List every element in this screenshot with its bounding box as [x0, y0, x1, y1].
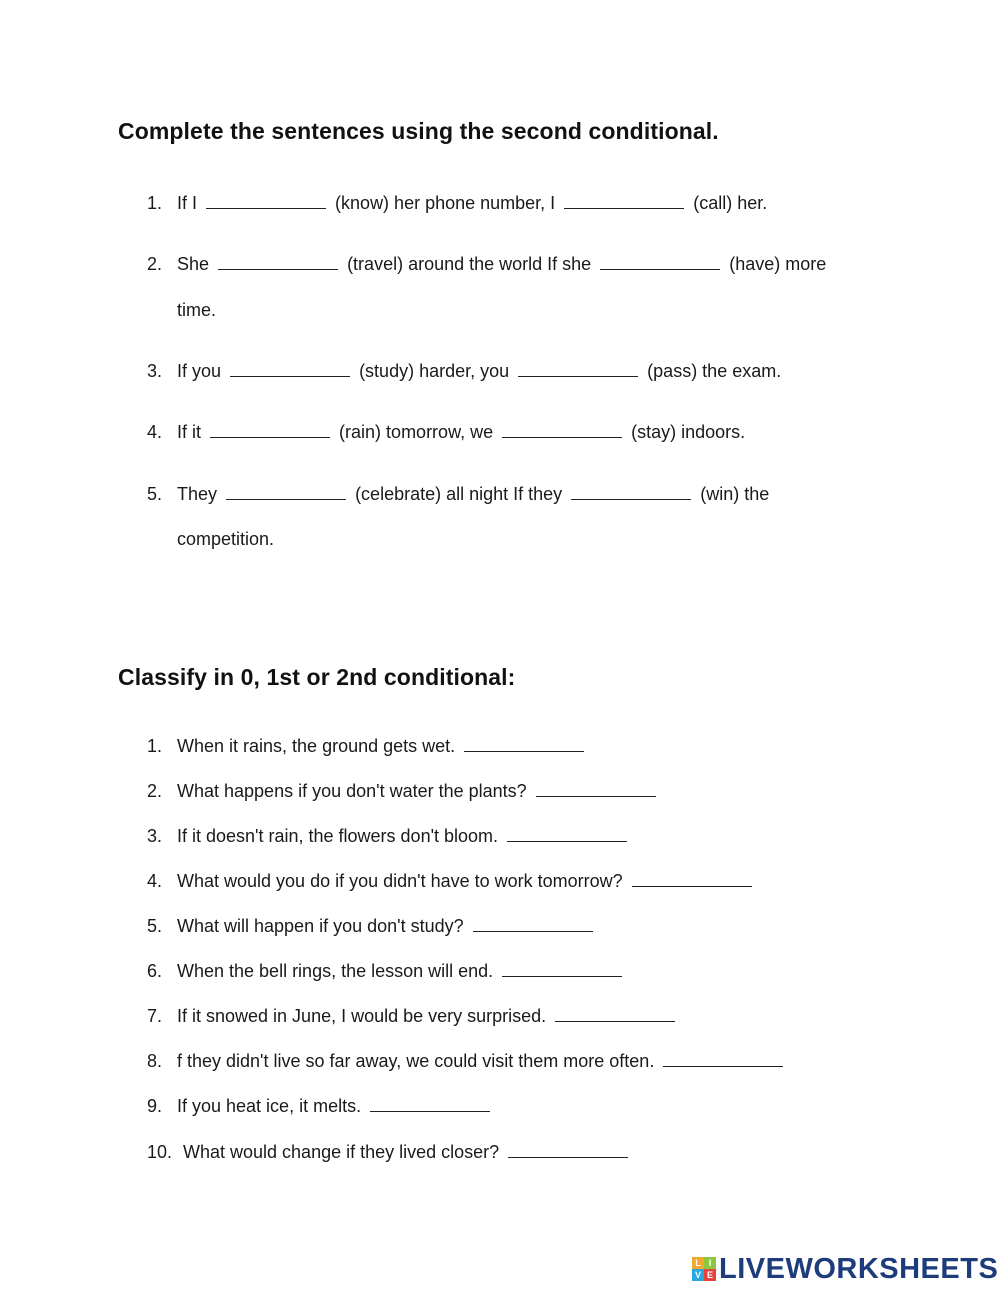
s2-item-8: 8. f they didn't live so far away, we could visit them more often. [147, 1039, 787, 1084]
item-number: 5. [147, 916, 163, 936]
answer-blank[interactable] [210, 423, 330, 438]
s1-item-4: 4. If it (rain) tomorrow, we (stay) indoors. [147, 410, 745, 455]
s2-item-1: 1. When it rains, the ground gets wet. [147, 724, 588, 769]
answer-blank[interactable] [564, 194, 684, 209]
answer-blank[interactable] [226, 485, 346, 500]
s2-item-5: 5. What will happen if you don't study? [147, 904, 597, 949]
s1-item-2-continuation: time. [177, 300, 217, 320]
answer-blank[interactable] [536, 782, 656, 797]
item-number: 1. [147, 193, 163, 213]
answer-blank[interactable] [502, 423, 622, 438]
s1-item-3: 3. If you (study) harder, you (pass) the exam. [147, 349, 781, 394]
item-number: 3. [147, 826, 163, 846]
s1-item-1: 1. If I (know) her phone number, I (call) her. [147, 181, 767, 226]
item-number: 6. [147, 961, 163, 981]
item-number: 4. [147, 422, 163, 442]
item-number: 9. [147, 1096, 163, 1116]
answer-blank[interactable] [507, 827, 627, 842]
section2-heading: Classify in 0, 1st or 2nd conditional: [118, 664, 516, 690]
s1-item-5: 5. They (celebrate) all night If they (win) the [147, 472, 769, 517]
s2-item-3: 3. If it doesn't rain, the flowers don't bloom. [147, 814, 631, 859]
answer-blank[interactable] [464, 737, 584, 752]
answer-blank[interactable] [508, 1143, 628, 1158]
answer-blank[interactable] [571, 485, 691, 500]
s1-item-5-continuation: competition. [177, 529, 275, 549]
s2-item-10: 10. What would change if they lived closer? [147, 1130, 632, 1175]
answer-blank[interactable] [502, 962, 622, 977]
s2-item-7: 7. If it snowed in June, I would be very surprised. [147, 994, 679, 1039]
s2-item-2: 2. What happens if you don't water the plants? [147, 769, 660, 814]
item-number: 3. [147, 361, 163, 381]
item-number: 2. [147, 254, 163, 274]
answer-blank[interactable] [600, 255, 720, 270]
answer-blank[interactable] [632, 872, 752, 887]
s2-item-4: 4. What would you do if you didn't have to work tomorrow? [147, 859, 756, 904]
item-number: 4. [147, 871, 163, 891]
answer-blank[interactable] [473, 917, 593, 932]
item-number: 10. [147, 1142, 173, 1162]
answer-blank[interactable] [663, 1052, 783, 1067]
answer-blank[interactable] [230, 362, 350, 377]
liveworksheets-logo [692, 1252, 998, 1286]
item-number: 7. [147, 1006, 163, 1026]
answer-blank[interactable] [555, 1007, 675, 1022]
answer-blank[interactable] [206, 194, 326, 209]
item-number: 2. [147, 781, 163, 801]
logo-text: LIVEWORKSHEETS [719, 1252, 999, 1285]
item-number: 1. [147, 736, 163, 756]
item-number: 5. [147, 484, 163, 504]
item-number: 8. [147, 1051, 163, 1071]
s2-item-9: 9. If you heat ice, it melts. [147, 1084, 494, 1129]
answer-blank[interactable] [370, 1097, 490, 1112]
answer-blank[interactable] [518, 362, 638, 377]
s2-item-6: 6. When the bell rings, the lesson will end. [147, 949, 626, 994]
liveworksheets-logo-icon: L I V E [692, 1257, 716, 1281]
answer-blank[interactable] [218, 255, 338, 270]
section1-heading: Complete the sentences using the second conditional. [118, 118, 719, 144]
s1-item-2: 2. She (travel) around the world If she (have) more [147, 242, 826, 287]
